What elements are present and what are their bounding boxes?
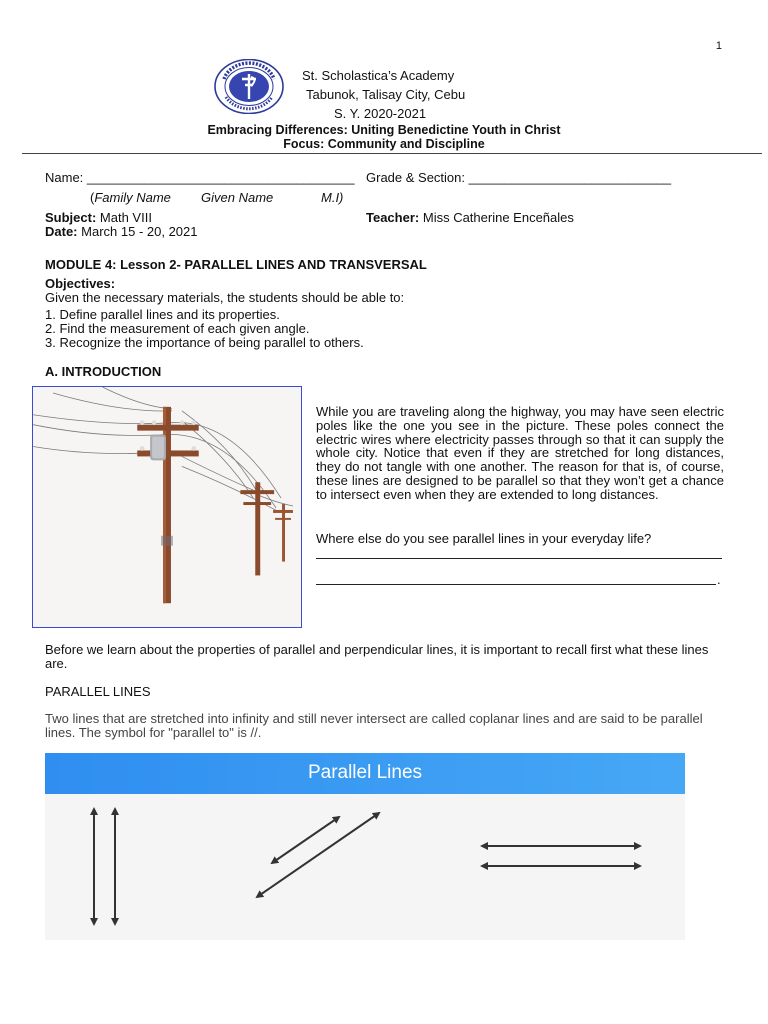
before-text: Before we learn about the properties of parallel and perpendicular lines, it is important to recall first what these lines are.	[45, 642, 709, 671]
diagonal-arrow-1	[272, 817, 339, 863]
figure-title: Parallel Lines	[307, 762, 423, 783]
date-label: Date:	[45, 224, 78, 239]
family-name-hint: Family Name	[94, 190, 171, 205]
name-label: Name:	[45, 170, 84, 185]
parallel-heading: PARALLEL LINES	[45, 684, 151, 699]
answer-line-1[interactable]	[316, 558, 722, 559]
objective-item: 2. Find the measurement of each given angle.	[45, 321, 310, 336]
teacher-row	[366, 210, 574, 225]
school-year: S. Y. 2020-2021	[334, 106, 427, 121]
answer-line-2[interactable]	[316, 584, 716, 585]
date-row	[45, 224, 198, 239]
teacher-label: Teacher:	[366, 210, 420, 225]
diagonal-arrow-2	[257, 813, 379, 897]
grade-field	[366, 170, 671, 185]
school-header	[302, 66, 465, 123]
name-hint	[90, 190, 171, 205]
module-title: MODULE 4: Lesson 2- PARALLEL LINES AND TRANSVERSAL	[45, 257, 427, 272]
grade-blank: ____________________________	[468, 170, 672, 185]
focus-title: Focus: Community and Discipline	[283, 137, 485, 151]
header-divider	[22, 153, 762, 154]
intro-paragraph: While you are traveling along the highway, you may have seen electric poles like the one you see in the picture. These poles connect the electric wires where electricity passes through so that it can supply the whole city. Notice that even if they are stretched for long distances, they do not tangle with one another. The reason for that is, of course, these lines are designed to be parallel so that they won’t get a chance to intersect even when they are extended to long distances.	[316, 404, 724, 502]
objective-item: 1. Define parallel lines and its properties.	[45, 307, 280, 322]
open-paren: (	[90, 190, 95, 205]
theme-title: Embracing Differences: Uniting Benedictine Youth in Christ	[207, 123, 561, 137]
figure-header	[45, 753, 685, 794]
parallel-definition: Two lines that are stretched into infinity and still never intersect are called coplanar lines and are said to be parallel lines. The symbol for "parallel to" is //.	[45, 711, 703, 740]
name-blank: _____________________________________	[86, 170, 355, 185]
electric-poles-image	[32, 386, 302, 628]
objectives-section	[45, 277, 404, 350]
given-name-hint: Given Name	[201, 190, 274, 205]
page-number: 1	[715, 40, 722, 52]
parallel-lines-figure	[45, 753, 685, 940]
theme-block	[0, 123, 768, 151]
subject-value: Math VIII	[99, 210, 152, 225]
teacher-value: Miss Catherine Enceñales	[422, 210, 574, 225]
objectives-heading: Objectives:	[45, 276, 116, 291]
answer-period: .	[717, 572, 721, 587]
subject-label: Subject:	[45, 210, 97, 225]
date-value: March 15 - 20, 2021	[81, 224, 198, 239]
parallel-arrows	[45, 794, 685, 940]
intro-question: Where else do you see parallel lines in your everyday life?	[316, 531, 652, 546]
grade-label: Grade & Section:	[366, 170, 465, 185]
objectives-lead: Given the necessary materials, the students should be able to:	[45, 290, 405, 305]
school-seal-logo	[214, 59, 284, 114]
mi-hint: M.I)	[321, 190, 344, 205]
school-name: St. Scholastica’s Academy	[302, 68, 455, 83]
intro-heading: A. INTRODUCTION	[45, 364, 162, 379]
name-field	[45, 170, 354, 185]
subject-row	[45, 210, 152, 225]
objective-item: 3. Recognize the importance of being parallel to others.	[45, 335, 364, 350]
school-address: Tabunok, Talisay City, Cebu	[306, 87, 466, 102]
